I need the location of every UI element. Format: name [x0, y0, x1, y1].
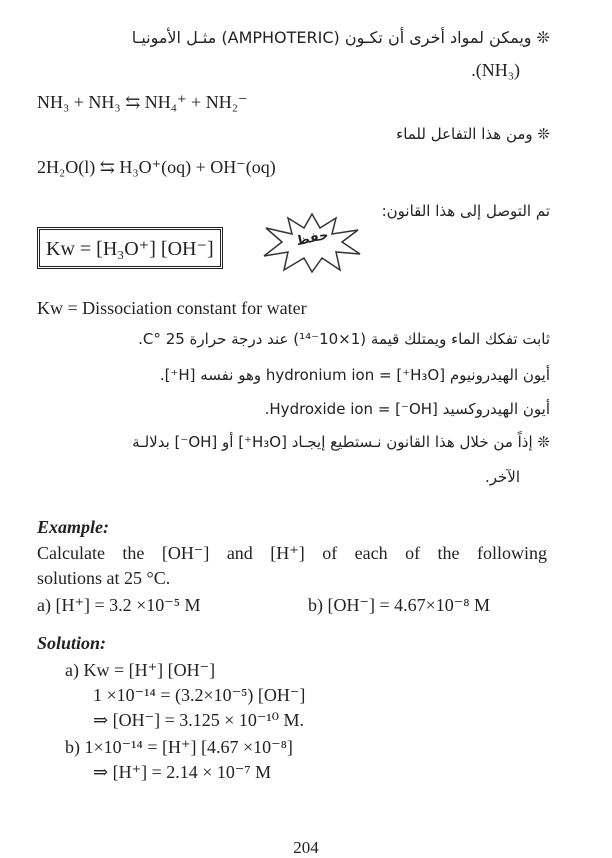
hydroxide-def: أيون الهيدروكسيد [OH⁻] = Hydroxide ion. — [264, 400, 550, 418]
amphoteric-line: ❊ ويمكن لمواد أخرى أن تكـون (AMPHOTERIC) مثـل الأمونيـا — [131, 28, 550, 47]
nh3-line: .(NH₃) — [471, 60, 520, 80]
example-heading: Example: — [37, 517, 109, 537]
ammonia-equation: NH₃ + NH₃ ⇆ NH₄⁺ + NH₂⁻ — [37, 92, 248, 112]
memorize-stamp — [262, 212, 362, 274]
calc-note-end: الآخر. — [484, 468, 520, 486]
solution-b-line-2: ⇒ [H⁺] = 2.14 × 10⁻⁷ M — [93, 762, 272, 782]
kw-formula-box — [37, 227, 223, 269]
solution-a-line-3: ⇒ [OH⁻] = 3.125 × 10⁻¹⁰ M. — [93, 710, 304, 730]
kw-value: ثابت تفكك الماء ويمتلك قيمة (1×10⁻¹⁴) عند درجة حرارة 25 °C. — [138, 330, 550, 348]
example-part-a: a) [H⁺] = 3.2 ×10⁻⁵ M — [37, 595, 201, 615]
page-number: 204 — [293, 838, 319, 857]
example-part-b: b) [OH⁻] = 4.67×10⁻⁸ M — [308, 595, 491, 615]
law-intro: تم التوصل إلى هذا القانون: — [381, 202, 550, 220]
stamp-label: حفظ — [294, 227, 330, 250]
example-line-1: Calculate the [OH⁻] and [H⁺] of each of the following — [37, 543, 547, 563]
solution-heading: Solution: — [37, 633, 107, 653]
kw-definition: Kw = Dissociation constant for water — [37, 298, 307, 318]
water-reaction-intro: ❊ ومن هذا التفاعل للماء — [396, 125, 550, 143]
example-line-2: solutions at 25 °C. — [37, 568, 171, 588]
kw-formula: Kw = [H₃O⁺] [OH⁻] — [46, 237, 214, 260]
calc-note: ❊ إذاً من خلال هذا القانون نـستطيع إيجـاد [H₃O⁺] أو [OH⁻] بدلالـة — [132, 433, 550, 451]
solution-a-line-2: 1 ×10⁻¹⁴ = (3.2×10⁻⁵) [OH⁻] — [93, 685, 306, 705]
solution-a-line-1: a) Kw = [H⁺] [OH⁻] — [65, 660, 216, 680]
solution-b-line-1: b) 1×10⁻¹⁴ = [H⁺] [4.67 ×10⁻⁸] — [65, 737, 293, 757]
water-equation: 2H₂O(l) ⇆ H₃O⁺(oq) + OH⁻(oq) — [37, 157, 276, 177]
hydronium-def: أيون الهيدرونيوم [H₃O⁺] = hydronium ion وهو نفسه [H⁺]. — [159, 366, 550, 384]
